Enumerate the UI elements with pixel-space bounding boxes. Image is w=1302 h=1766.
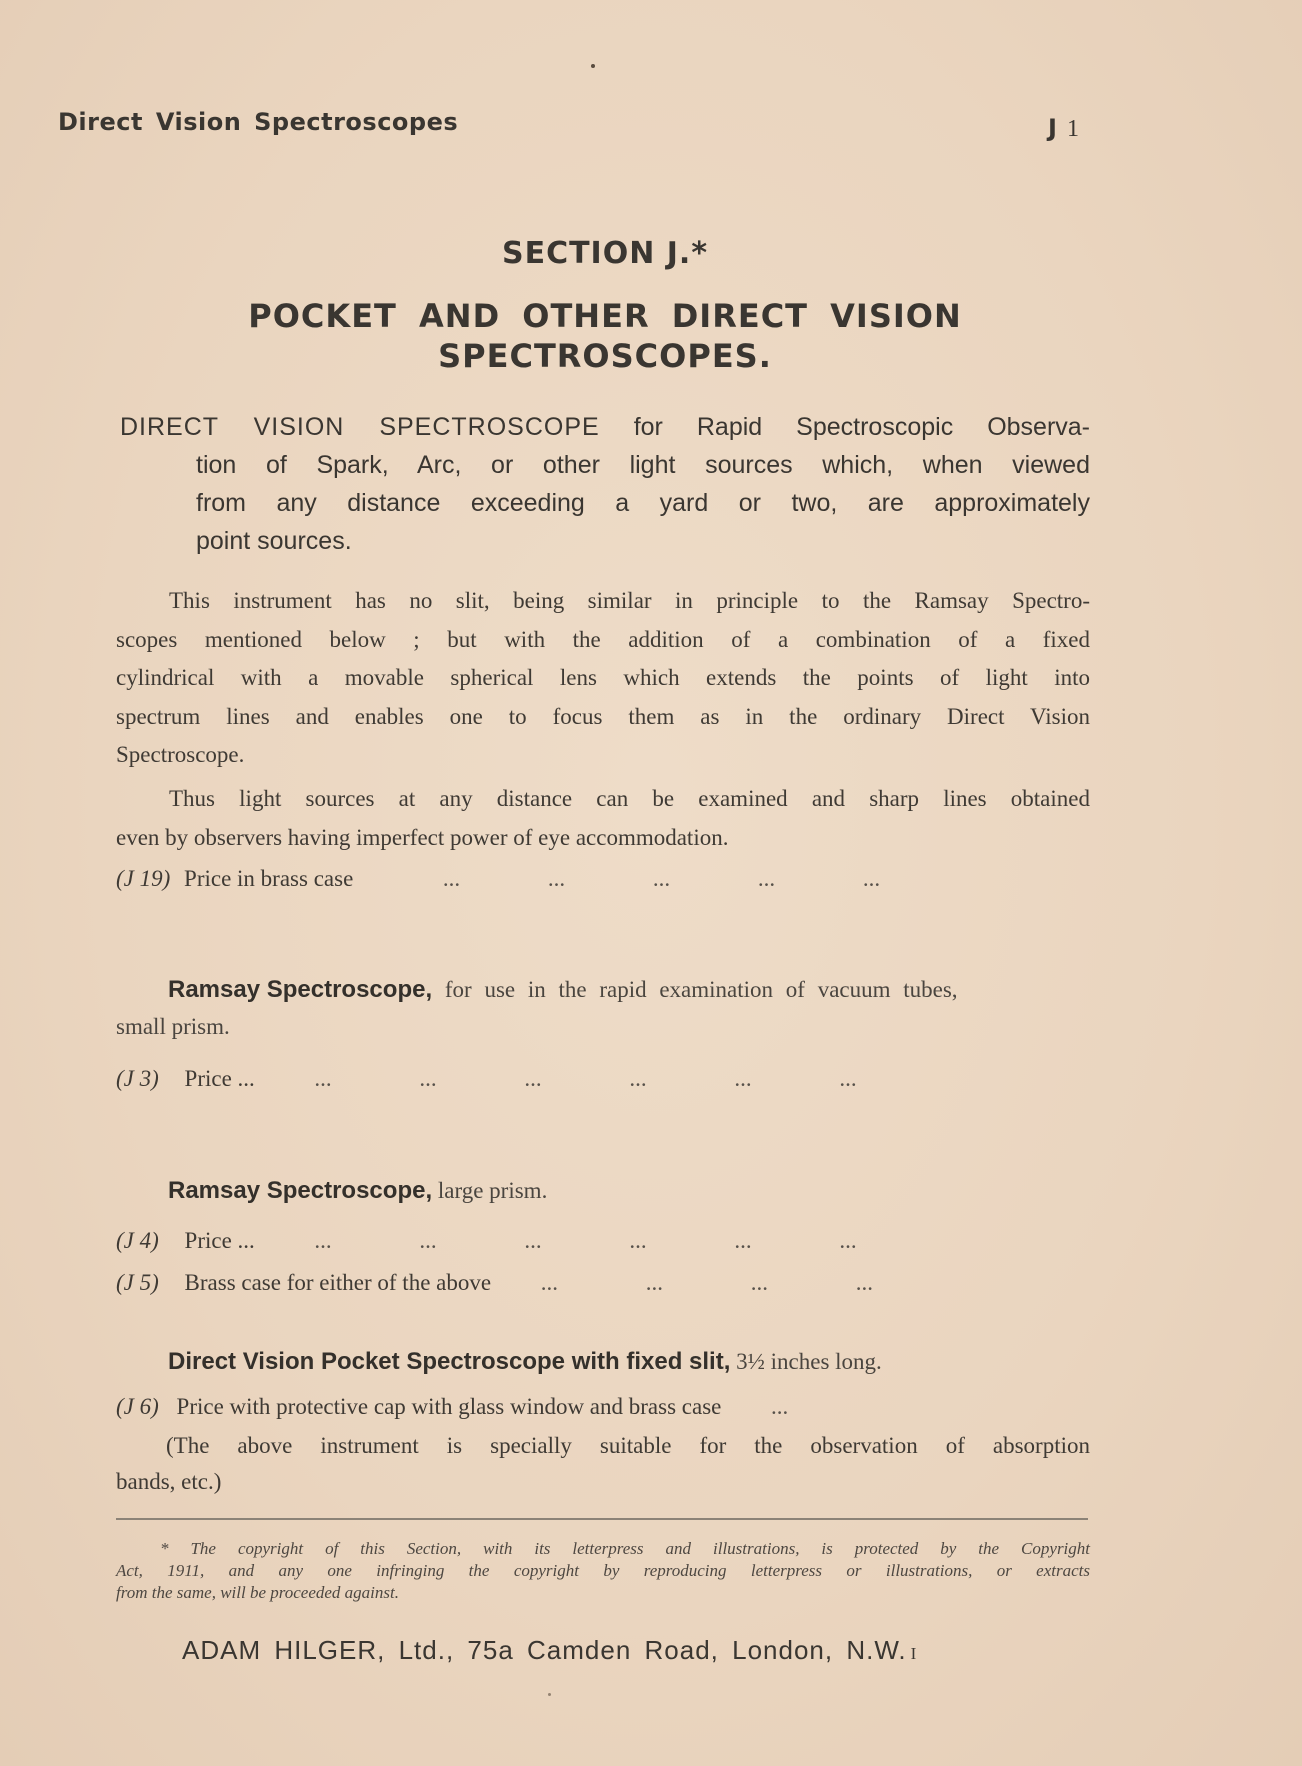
price-label: Price ... — [184, 1228, 255, 1253]
paragraph-line: Spectroscope. — [116, 742, 245, 767]
copyright-footnote — [116, 1538, 1090, 1604]
intro-line-1-rest: for Rapid Spectroscopic Observa- — [599, 413, 1090, 441]
product-name: Ramsay Spectroscope, — [168, 976, 433, 1003]
product-description-continued: small prism. — [116, 1014, 230, 1039]
pocket-spectroscope-heading — [168, 1348, 882, 1376]
paper-speck — [591, 64, 595, 68]
leader-dot: ... — [524, 1228, 542, 1253]
paragraph-line: scopes mentioned below ; but with the addition of a combination of a fixed — [116, 626, 1090, 652]
note-line: bands, etc.) — [116, 1469, 222, 1494]
section-subtitle-line-1: POCKET AND OTHER DIRECT VISION — [248, 297, 962, 335]
leader-dot: ... — [314, 1066, 332, 1091]
price-line-j3 — [116, 1066, 901, 1092]
running-title: Direct Vision Spectroscopes — [58, 108, 459, 136]
intro-lead-caps: DIRECT VISION SPECTROSCOPE — [120, 413, 600, 441]
price-line-j6 — [116, 1394, 832, 1420]
paragraph-line: Thus light sources at any distance can be examined and sharp lines obtained — [169, 786, 1090, 811]
intro-paragraph — [120, 408, 1090, 560]
product-name: Direct Vision Pocket Spectroscope with fixed slit, — [168, 1348, 731, 1375]
accommodation-paragraph — [116, 780, 1090, 857]
section-title: SECTION J.* — [501, 236, 709, 271]
leader-dot: ... — [839, 1066, 857, 1091]
leader-dot: ... — [839, 1228, 857, 1253]
leader-dots — [727, 1394, 832, 1419]
publisher-imprint — [182, 1635, 917, 1666]
leader-dots — [497, 1270, 917, 1295]
catalogue-code: (J 3) — [116, 1066, 159, 1091]
paragraph-line: even by observers having imperfect power of eye accommodation. — [116, 824, 729, 850]
leader-dot: ... — [757, 866, 776, 891]
description-paragraph — [116, 582, 1090, 775]
price-label: Brass case for either of the above — [184, 1270, 492, 1295]
price-line-j5 — [116, 1270, 917, 1296]
signature-mark: I — [910, 1644, 918, 1663]
leader-dot: ... — [442, 866, 461, 891]
footnote-line: from the same, will be proceeded against. — [116, 1583, 399, 1602]
intro-line-1 — [120, 408, 1090, 446]
leader-dot: ... — [652, 866, 671, 891]
leader-dot: ... — [734, 1228, 752, 1253]
page-number — [1048, 114, 1079, 143]
product-description: for use in the rapid examination of vacuum tubes, — [432, 977, 958, 1002]
footnote-line: Act, 1911, and any one infringing the copyright by reproducing letterpress or illustrations, or extracts — [116, 1561, 1090, 1580]
leader-dot: ... — [419, 1066, 437, 1091]
price-label: Price ... — [184, 1066, 255, 1091]
intro-line-4: point sources. — [196, 527, 352, 555]
leader-dot: ... — [314, 1228, 332, 1253]
price-line-j4 — [116, 1228, 901, 1254]
ramsay-large-heading — [168, 1177, 547, 1205]
page-letter: J — [1048, 114, 1057, 142]
leader-dot: ... — [750, 1270, 768, 1295]
price-line-j19 — [116, 866, 924, 892]
product-name: Ramsay Spectroscope, — [168, 1177, 433, 1204]
leader-dots — [271, 1228, 901, 1253]
intro-line-3: from any distance exceeding a yard or two, are approximately — [196, 489, 1090, 517]
paragraph-line: cylindrical with a movable spherical lens which extends the points of light into — [116, 665, 1090, 690]
page-number-digit: 1 — [1066, 116, 1079, 142]
catalogue-code: (J 19) — [116, 866, 171, 891]
section-subtitle — [150, 296, 1060, 376]
intro-line-2: tion of Spark, Arc, or other light sources which, when viewed — [196, 451, 1090, 479]
catalogue-code: (J 5) — [116, 1270, 159, 1295]
section-subtitle-line-2: SPECTROSCOPES. — [438, 337, 772, 375]
paragraph-line: spectrum lines and enables one to focus them as in the ordinary Direct Vision — [116, 703, 1090, 729]
footnote-rule — [116, 1518, 1088, 1520]
leader-dot: ... — [645, 1270, 663, 1295]
ramsay-small-heading — [168, 976, 958, 1004]
paragraph-line: This instrument has no slit, being similar in principle to the Ramsay Spectro- — [169, 588, 1090, 613]
leader-dots — [399, 866, 924, 891]
catalogue-code: (J 4) — [116, 1228, 159, 1253]
leader-dot: ... — [524, 1066, 542, 1091]
leader-dot: ... — [629, 1228, 647, 1253]
leader-dot: ... — [734, 1066, 752, 1091]
price-label: Price with protective cap with glass window and brass case — [176, 1394, 722, 1419]
leader-dot: ... — [862, 866, 881, 891]
product-description: large prism. — [432, 1178, 548, 1203]
leader-dots — [271, 1066, 901, 1091]
leader-dot: ... — [419, 1228, 437, 1253]
leader-dot: ... — [629, 1066, 647, 1091]
leader-dot: ... — [770, 1394, 789, 1419]
leader-dot: ... — [855, 1270, 873, 1295]
product-description: 3½ inches long. — [730, 1349, 882, 1374]
footnote-line: * The copyright of this Section, with its letterpress and illustrations, is protected by the Copyright — [160, 1539, 1090, 1558]
leader-dot: ... — [547, 866, 566, 891]
catalogue-code: (J 6) — [116, 1394, 159, 1419]
paper-speck — [548, 1693, 551, 1696]
imprint-text: ADAM HILGER, Ltd., 75a Camden Road, London, N.W. — [182, 1635, 907, 1665]
absorption-note — [116, 1428, 1090, 1500]
leader-dot: ... — [540, 1270, 558, 1295]
note-line: (The above instrument is specially suitable for the observation of absorption — [166, 1433, 1090, 1458]
price-label: Price in brass case — [184, 866, 354, 891]
